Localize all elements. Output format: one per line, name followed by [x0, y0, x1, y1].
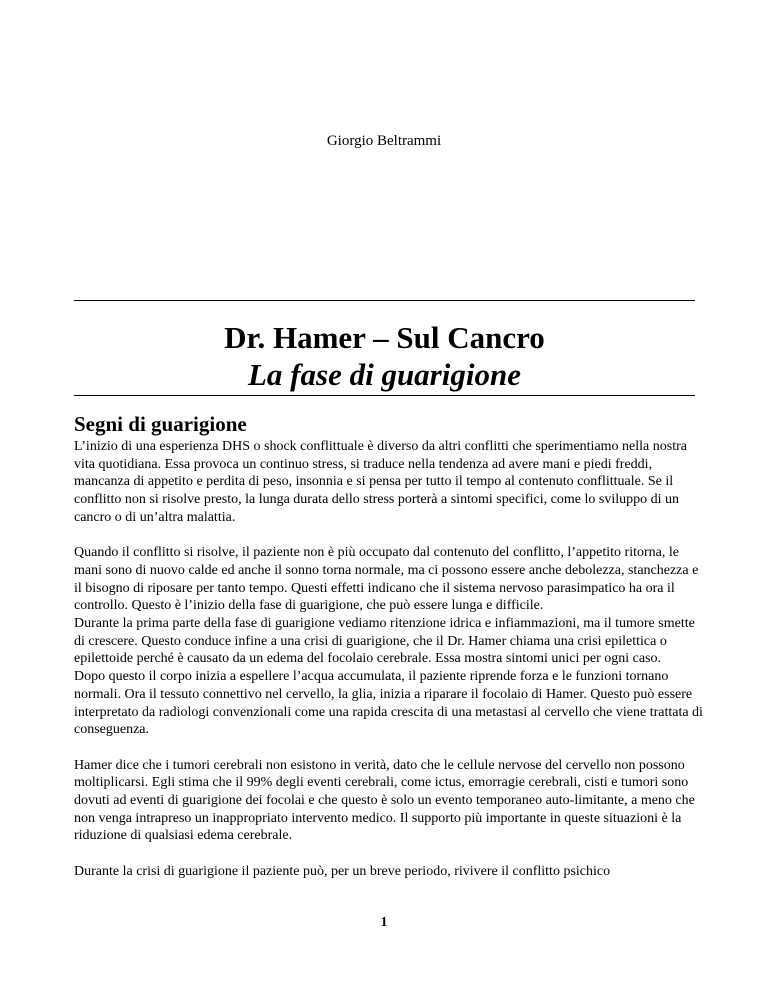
body-text [74, 438, 704, 898]
author-name: Giorgio Beltrammi [326, 133, 442, 149]
paragraph-4: Dopo questo il corpo inizia a espellere l’acqua accumulata, il paziente riprende forza e le funzioni tornano normali. Ora il tessuto connettivo nel cervello, la glia, inizia a riparare il focolaio di Hamer. Questo può essere interpretato da radiologi convenzionali come una rapida crescita di una metastasi al cervello che viene trattata di conseguenza. [74, 669, 703, 738]
paragraph-2: Quando il conflitto si risolve, il paziente non è più occupato dal contenuto del conflitto, l’appetito ritorna, le mani sono di nuovo calde ed anche il sonno torna normale, ma ci possono essere anche debolezza, stanchezza e il bisogno di riposare per tanto tempo. Questi effetti indicano che il sistema nervoso parasimpatico ha ora il controllo. Questo è l’inizio della fase di guarigione, che può essere lunga e difficile. [74, 545, 699, 614]
title-rule-bottom [74, 395, 695, 396]
title-subtitle: La fase di guarigione [248, 357, 521, 392]
page-number: 1 [380, 915, 388, 930]
title-main: Dr. Hamer – Sul Cancro [224, 320, 545, 355]
title-rule-top [74, 300, 695, 301]
paragraph-6: Durante la crisi di guarigione il paziente può, per un breve periodo, rivivere il conflitto psichico [74, 863, 611, 879]
paragraph-1: L’inizio di una esperienza DHS o shock conflittuale è diverso da altri conflitti che sperimentiamo nella nostra vita quotidiana. Essa provoca un continuo stress, si traduce nella tendenza ad avere mani e piedi freddi, mancanza di appetito e perdita di peso, insonnia e si pensa per tutto il tempo al contenuto conflittuale. Se il conflitto non si risolve presto, la lunga durata dello stress porterà a sintomi specifici, come lo sviluppo di un cancro o di un’altra malattia. [74, 439, 687, 525]
section-heading: Segni di guarigione [74, 412, 247, 436]
document-title [74, 318, 695, 392]
paragraph-3: Durante la prima parte della fase di guarigione vediamo ritenzione idrica e infiammazioni, ma il tumore smette di crescere. Questo conduce infine a una crisi di guarigione, che il Dr. Hamer chiama una crisi epilettica o epilettoide perché è causato da un edema del focolaio cerebrale. Essa mostra sintomi unici per ogni caso. [74, 616, 695, 667]
paragraph-5: Hamer dice che i tumori cerebrali non esistono in verità, dato che le cellule nervose del cervello non possono moltiplicarsi. Egli stima che il 99% degli eventi cerebrali, come ictus, emorragie cerebrali, cisti e tumori sono dovuti ad eventi di guarigione dei focolai e che questo è solo un evento temporaneo auto-limitante, a meno che non venga intrapreso un inappropriato intervento medico. Il supporto più importante in queste situazioni è la riduzione di qualsiasi edema cerebrale. [74, 757, 695, 844]
